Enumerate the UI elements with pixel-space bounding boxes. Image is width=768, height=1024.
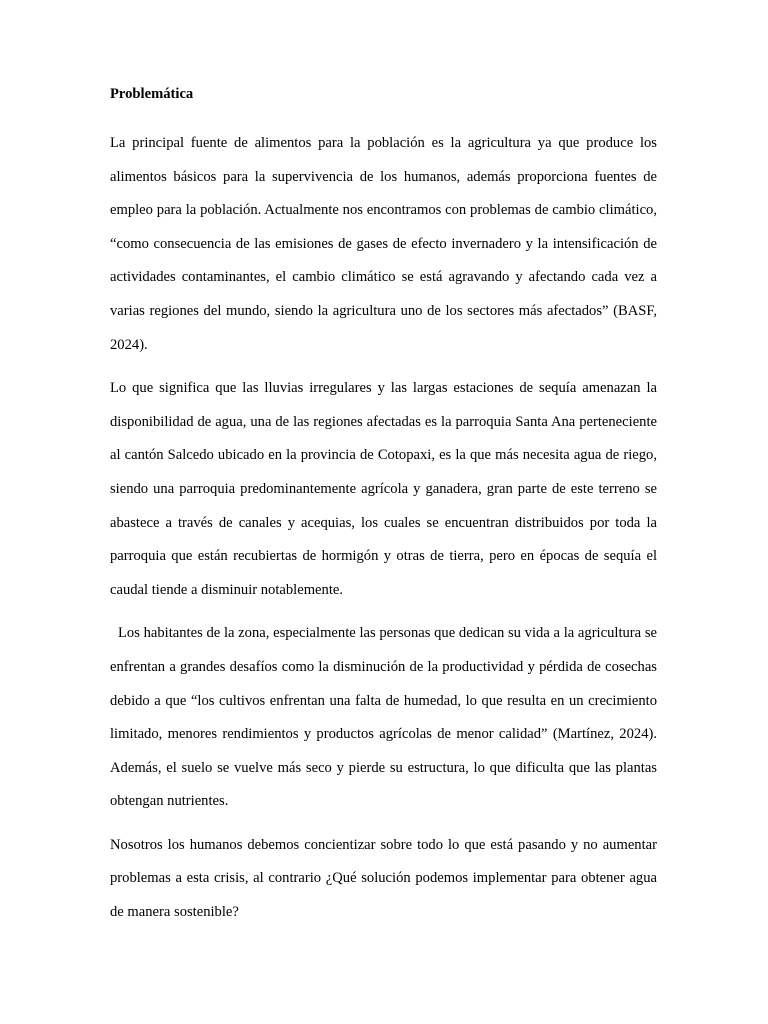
document-body [110,84,657,940]
paragraph-3: Los habitantes de la zona, especialmente las personas que dedican su vida a la agricultura se enfrentan a grandes desafíos como la disminución de la productividad y pérdida de cosechas debido a que “los cultivos enfrentan una falta de humedad, lo que resulta en un crecimiento limitado, menores rendimientos y productos agrícolas de menor calidad” (Martínez, 2024). Además, el suelo se vuelve más seco y pierde su estructura, lo que dificulta que las plantas obtengan nutrientes. [110,625,657,810]
paragraph-1: La principal fuente de alimentos para la población es la agricultura ya que produce los alimentos básicos para la supervivencia de los humanos, además proporciona fuentes de empleo para la población. Actualmente nos encontramos con problemas de cambio climático, “como consecuencia de las emisiones de gases de efecto invernadero y la intensificación de actividades contaminantes, el cambio climático se está agravando y afectando cada vez a varias regiones del mundo, siendo la agricultura uno de los sectores más afectados” (BASF, 2024). [110,135,657,353]
paragraph-4: Nosotros los humanos debemos concientizar sobre todo lo que está pasando y no aumentar problemas a esta crisis, al contrario ¿Qué solución podemos implementar para obtener agua de manera sostenible? [110,836,657,921]
paragraph-2: Lo que significa que las lluvias irregulares y las largas estaciones de sequía amenazan la disponibilidad de agua, una de las regiones afectadas es la parroquia Santa Ana perteneciente al cantón Salcedo ubicado en la provincia de Cotopaxi, es la que más necesita agua de riego, siendo una parroquia predominantemente agrícola y ganadera, gran parte de este terreno se abastece a través de canales y acequias, los cuales se encuentran distribuidos por toda la parroquia que están recubiertas de hormigón y otras de tierra, pero en épocas de sequía el caudal tiende a disminuir notablemente. [110,380,657,598]
section-heading: Problemática [110,86,194,102]
